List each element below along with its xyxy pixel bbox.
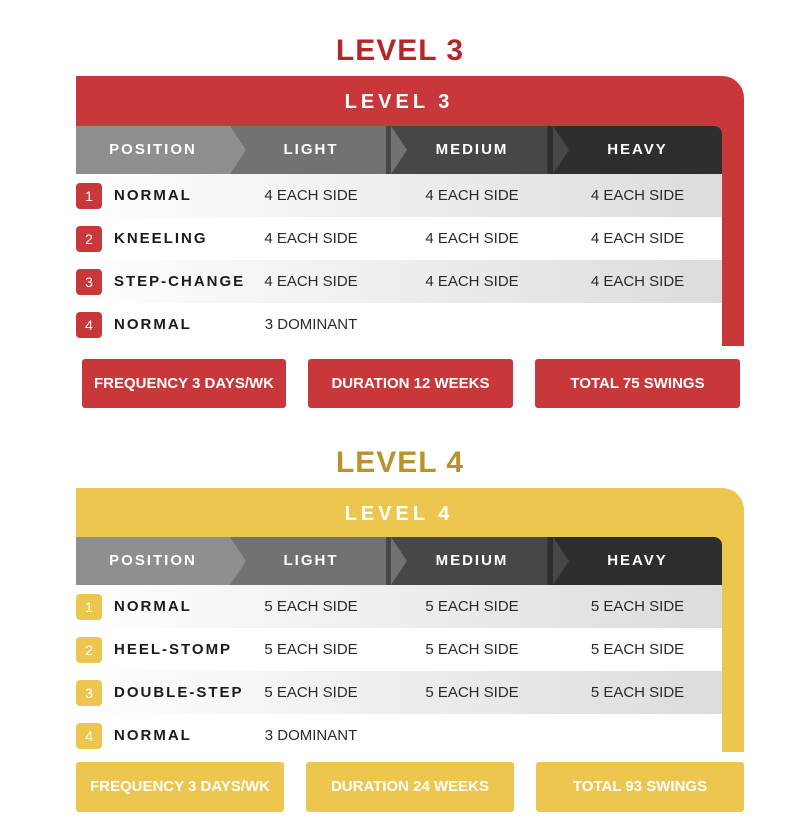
light-value: 3 DOMINANT [264,727,358,744]
light-value: 5 EACH SIDE [264,684,358,701]
row-number-badge: 4 [76,312,102,338]
header-medium: MEDIUM [435,552,509,569]
position-label: STEP-CHANGE [114,273,246,290]
header-medium: MEDIUM [435,141,509,158]
heavy-value: 5 EACH SIDE [590,598,685,615]
position-label: HEEL-STOMP [114,641,233,658]
table-row [76,174,722,217]
light-value: 3 DOMINANT [264,316,358,333]
row-number-badge: 3 [76,269,102,295]
header-heavy: HEAVY [607,552,668,569]
position-label: NORMAL [114,727,192,744]
total-swings-button: TOTAL 75 SWINGS [535,359,740,408]
header-position: POSITION [109,552,197,569]
level-3-title: LEVEL 3 [335,34,465,67]
duration-button: DURATION 24 WEEKS [306,762,514,812]
heavy-value: 4 EACH SIDE [590,273,685,290]
medium-value: 5 EACH SIDE [425,598,519,615]
level-3-table-header [76,126,722,174]
heavy-value: 5 EACH SIDE [590,641,685,658]
frequency-button: FREQUENCY 3 DAYS/WK [76,762,284,812]
heavy-value: 4 EACH SIDE [590,230,685,247]
table-row [76,260,722,303]
level-3-table-body [76,174,722,346]
header-position: POSITION [109,141,197,158]
level-3-banner: LEVEL 3 [344,91,454,113]
level-4-table-header [76,537,722,585]
heavy-value: 4 EACH SIDE [590,187,685,204]
position-label: DOUBLE-STEP [114,684,244,701]
level-4-banner: LEVEL 4 [344,503,454,525]
heavy-value: 5 EACH SIDE [590,684,685,701]
frequency-button: FREQUENCY 3 DAYS/WK [82,359,286,408]
row-number-badge: 2 [76,226,102,252]
light-value: 5 EACH SIDE [264,598,358,615]
level-4-title: LEVEL 4 [335,446,465,479]
medium-value: 4 EACH SIDE [425,230,519,247]
position-label: NORMAL [114,187,192,204]
light-value: 4 EACH SIDE [264,187,358,204]
medium-value: 4 EACH SIDE [425,273,519,290]
level-4-table-body [76,585,722,757]
position-label: NORMAL [114,316,192,333]
duration-button: DURATION 12 WEEKS [308,359,513,408]
total-swings-button: TOTAL 93 SWINGS [536,762,744,812]
light-value: 4 EACH SIDE [264,230,358,247]
medium-value: 5 EACH SIDE [425,684,519,701]
light-value: 5 EACH SIDE [264,641,358,658]
table-row [76,217,722,260]
position-label: KNEELING [114,230,208,247]
table-row [76,714,722,757]
row-number-badge: 1 [76,183,102,209]
medium-value: 4 EACH SIDE [425,187,519,204]
table-row [76,585,722,628]
table-row [76,628,722,671]
table-row [76,303,722,346]
table-row [76,671,722,714]
medium-value: 5 EACH SIDE [425,641,519,658]
row-number-badge: 3 [76,680,102,706]
position-label: NORMAL [114,598,192,615]
row-number-badge: 4 [76,723,102,749]
header-light: LIGHT [283,552,339,569]
header-heavy: HEAVY [607,141,668,158]
row-number-badge: 2 [76,637,102,663]
light-value: 4 EACH SIDE [264,273,358,290]
header-light: LIGHT [283,141,339,158]
row-number-badge: 1 [76,594,102,620]
